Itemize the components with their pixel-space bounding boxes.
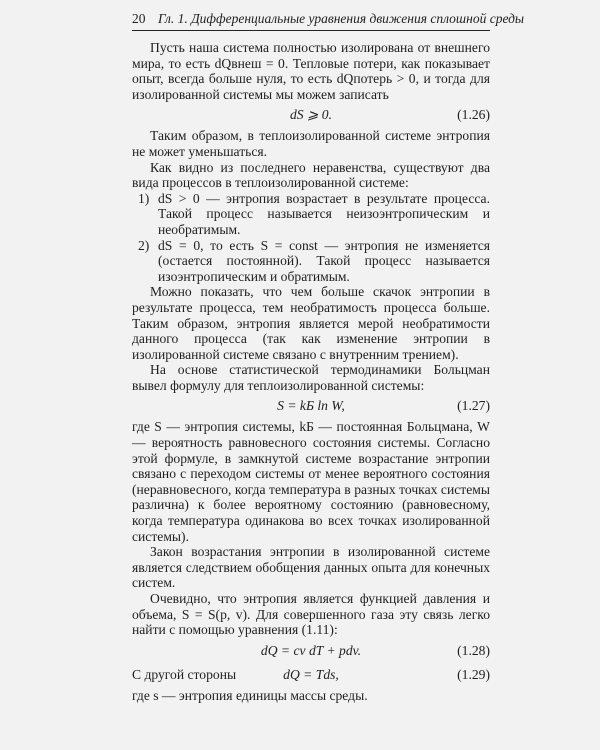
equation-expression: dQ = Tds, <box>283 666 339 682</box>
list-marker: 1) <box>138 190 150 206</box>
list-marker: 2) <box>138 237 150 253</box>
paragraph: Очевидно, что энтропия является функцией давления и объема, S = S(p, v). Для совершенного газа эту связь легко найти с помощью уравнения (1.11): <box>132 591 490 638</box>
equation-lead-text: С другой стороны <box>132 666 237 682</box>
equation-1-28 <box>132 640 490 662</box>
equation-1-29 <box>132 664 490 686</box>
page-body <box>132 40 490 703</box>
equation-number: (1.27) <box>457 398 490 414</box>
equation-number: (1.28) <box>457 642 490 658</box>
paragraph: На основе статистической термодинамики Больцман вывел формулу для теплоизолированной системы: <box>132 362 490 393</box>
equation-expression: dQ = cv dT + pdv. <box>260 642 362 658</box>
paragraph: где s — энтропия единицы массы среды. <box>132 687 368 703</box>
list-item <box>132 238 490 285</box>
paragraph: Можно показать, что чем больше скачок энтропии в результате процесса, тем необратимость процесса больше. Таким образом, энтропия является мерой необратимости данного процесса (так как изменение энтропии в изолированной системе связано с внутренним трением). <box>132 284 490 362</box>
page-number: 20 <box>132 11 146 26</box>
equation-number: (1.26) <box>457 107 490 123</box>
paragraph: Закон возрастания энтропии в изолированной системе является следствием обобщения данных опыта для конечных систем. <box>132 544 490 591</box>
equation-1-27 <box>132 395 490 417</box>
list-item <box>132 191 490 238</box>
chapter-title: Гл. 1. Дифференциальные уравнения движения сплошной среды <box>158 11 525 26</box>
equation-number: (1.29) <box>457 666 490 682</box>
running-header <box>132 10 525 31</box>
paragraph: Пусть наша система полностью изолирована от внешнего мира, то есть dQвнеш = 0. Тепловые потери, как показывает опыт, всегда больше нуля, то есть dQпотерь > 0, и тогда для изолированной системы мы можем записать <box>132 40 490 102</box>
paragraph: Как видно из последнего неравенства, существуют два вида процессов в теплоизолированной системе: <box>132 159 490 191</box>
paragraph: Таким образом, в теплоизолированной системе энтропия не может уменьшаться. <box>132 128 490 159</box>
paragraph: где S — энтропия системы, kБ — постоянная Больцмана, W — вероятность равновесного состояния системы. Согласно этой формуле, в замкнутой системе возрастание энтропии связано с переходом системы от менее вероятного состояния (неравновесного, когда температура в разных точках системы различна) к более вероятному состоянию (равновесному, когда температура одинакова во всех точках изолированной системы). <box>132 419 490 544</box>
equation-expression: dS ⩾ 0. <box>290 107 332 123</box>
list-item-text: dS = 0, то есть S = const — энтропия не изменяется (остается постоянной). Такой процесс называется изоэнтропическим и обратимым. <box>158 237 490 284</box>
equation-1-26 <box>132 104 490 126</box>
list-item-text: dS > 0 — энтропия возрастает в результате процесса. Такой процесс называется неизоэнтропическим и необратимым. <box>158 190 490 237</box>
equation-expression: S = kБ ln W, <box>277 398 345 414</box>
